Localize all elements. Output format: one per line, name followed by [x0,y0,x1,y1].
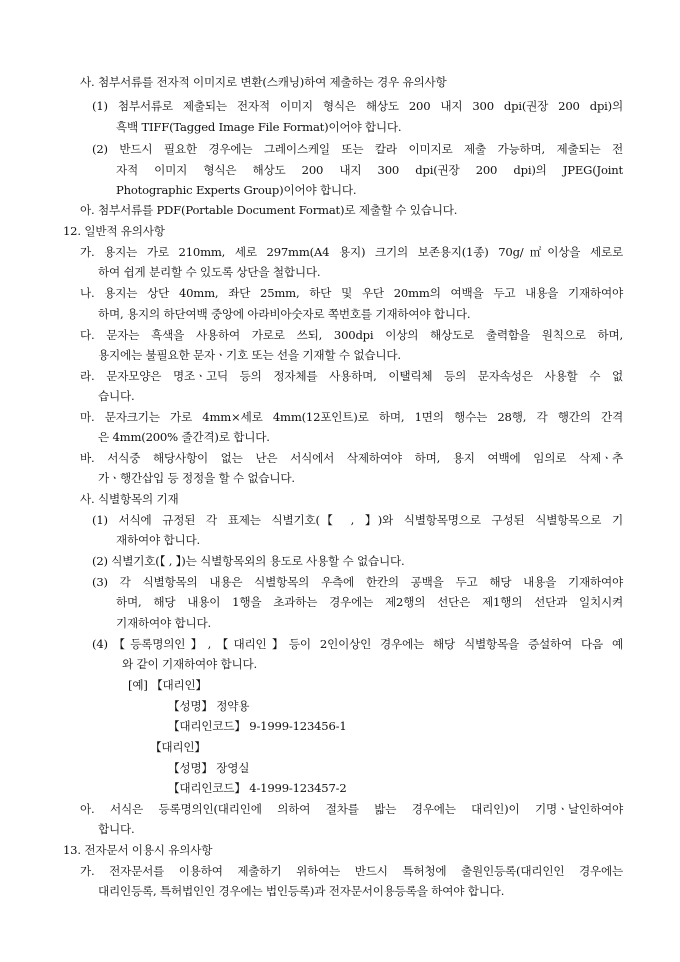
subitem-3-line-3: 기재하여야 합니다. [116,616,211,630]
item-2-line-1: (2) 반드시 필요한 경우에는 그레이스케일 또는 칼라 이미지로 제출 가능하며, 제출되는 전 [92,142,623,156]
item-ba-line-1: 바. 서식중 해당사항이 없는 난은 서식에서 삭제하여야 하며, 용지 여백에 임의로 삭제ㆍ추 [80,451,623,465]
item-ga-line-1: 가. 용지는 가로 210mm, 세로 297mm(A4 용지) 크기의 보존용지(1종) 70g/㎡이상을 세로로 [80,245,623,259]
item-ma-line-2: 은 4mm(200% 줄간격)로 합니다. [98,430,270,444]
subitem-4-line-2: 와 같이 기재하여야 합니다. [122,657,257,671]
item-2-line-2: 자적 이미지 형식은 해상도 200 내지 300 dpi(권장 200 dpi)의 JPEG(Joint [116,163,623,177]
example-agent1-code: 【대리인코드】 9-1999-123456-1 [168,719,347,733]
section-a-heading: 아. 첨부서류를 PDF(Portable Document Format)로 제출할 수 있습니다. [80,203,458,217]
item-2-line-3: Photographic Experts Group)이어야 합니다. [116,183,357,197]
item-1-line-2: 흑백 TIFF(Tagged Image File Format)이어야 합니다. [116,120,402,134]
section-13-heading: 13. 전자문서 이용시 유의사항 [63,843,213,857]
section-sa-heading: 사. 첨부서류를 전자적 이미지로 변환(스캐닝)하여 제출하는 경우 유의사항 [80,75,447,89]
item-ba-line-2: 가ㆍ행간삽입 등 정정을 할 수 없습니다. [98,471,295,485]
subitem-3-line-2: 하며, 해당 내용이 1행을 초과하는 경우에는 제2행의 선단은 제1행의 선단과 일치시켜 [116,595,623,609]
item-ga2-line-2: 대리인등록, 특허법인인 경우에는 법인등록)과 전자문서이용등록을 하여야 합니다. [98,884,505,898]
section-sa2-heading: 사. 식별항목의 기재 [80,492,179,506]
example-agent2-code: 【대리인코드】 4-1999-123457-2 [168,781,347,795]
subitem-4-line-1: (4)【등록명의인】,【대리인】등이 2인이상인 경우에는 해당 식별항목을 증설하여 다음 예 [92,637,623,651]
item-ra-line-2: 습니다. [98,389,135,403]
item-a2-line-1: 아. 서식은 등록명의인(대리인에 의하여 절차를 밟는 경우에는 대리인)이 기명ㆍ날인하여야 [80,802,623,816]
item-da-line-1: 다. 문자는 흑색을 사용하여 가로로 쓰되, 300dpi 이상의 해상도로 출력함을 원칙으로 하며, [80,328,623,342]
item-ma-line-1: 마. 문자크기는 가로 4mm×세로 4mm(12포인트)로 하며, 1면의 행수는 28행, 각 행간의 간격 [80,410,623,424]
example-agent2-heading: 【대리인】 [150,740,206,754]
item-da-line-2: 용지에는 불필요한 문자ㆍ기호 또는 선을 기재할 수 없습니다. [98,348,401,362]
item-ga-line-2: 하여 쉽게 분리할 수 있도록 상단을 철합니다. [98,265,321,279]
subitem-2-line-1: (2) 식별기호(【 , 】)는 식별항목외의 용도로 사용할 수 없습니다. [92,554,405,568]
subitem-1-line-1: (1) 서식에 규정된 각 표제는 식별기호(【 , 】)와 식별항목명으로 구성된 식별항목으로 기 [92,513,623,527]
example-label: [예] 【대리인】 [128,678,207,692]
item-a2-line-2: 합니다. [98,822,135,836]
section-12-heading: 12. 일반적 유의사항 [63,224,165,238]
example-agent2-name: 【성명】 장영실 [168,761,250,775]
item-1-line-1: (1) 첨부서류로 제출되는 전자적 이미지 형식은 해상도 200 내지 300 dpi(권장 200 dpi)의 [92,99,623,113]
subitem-1-line-2: 재하여야 합니다. [116,533,200,547]
item-na-line-1: 나. 용지는 상단 40mm, 좌단 25mm, 하단 및 우단 20mm의 여백을 두고 내용을 기재하여야 [80,286,623,300]
item-na-line-2: 하며, 용지의 하단여백 중앙에 아라비아숫자로 쪽번호를 기재하여야 합니다. [98,307,471,321]
item-ra-line-1: 라. 문자모양은 명조ㆍ고딕 등의 정자체를 사용하며, 이탤릭체 등의 문자속성은 사용할 수 없 [80,369,623,383]
example-agent1-name: 【성명】 정약용 [168,699,250,713]
subitem-3-line-1: (3) 각 식별항목의 내용은 식별항목의 우측에 한칸의 공백을 두고 해당 내용을 기재하여야 [92,575,623,589]
item-ga2-line-1: 가. 전자문서를 이용하여 제출하기 위하여는 반드시 특허청에 출원인등록(대리인인 경우에는 [80,864,623,878]
